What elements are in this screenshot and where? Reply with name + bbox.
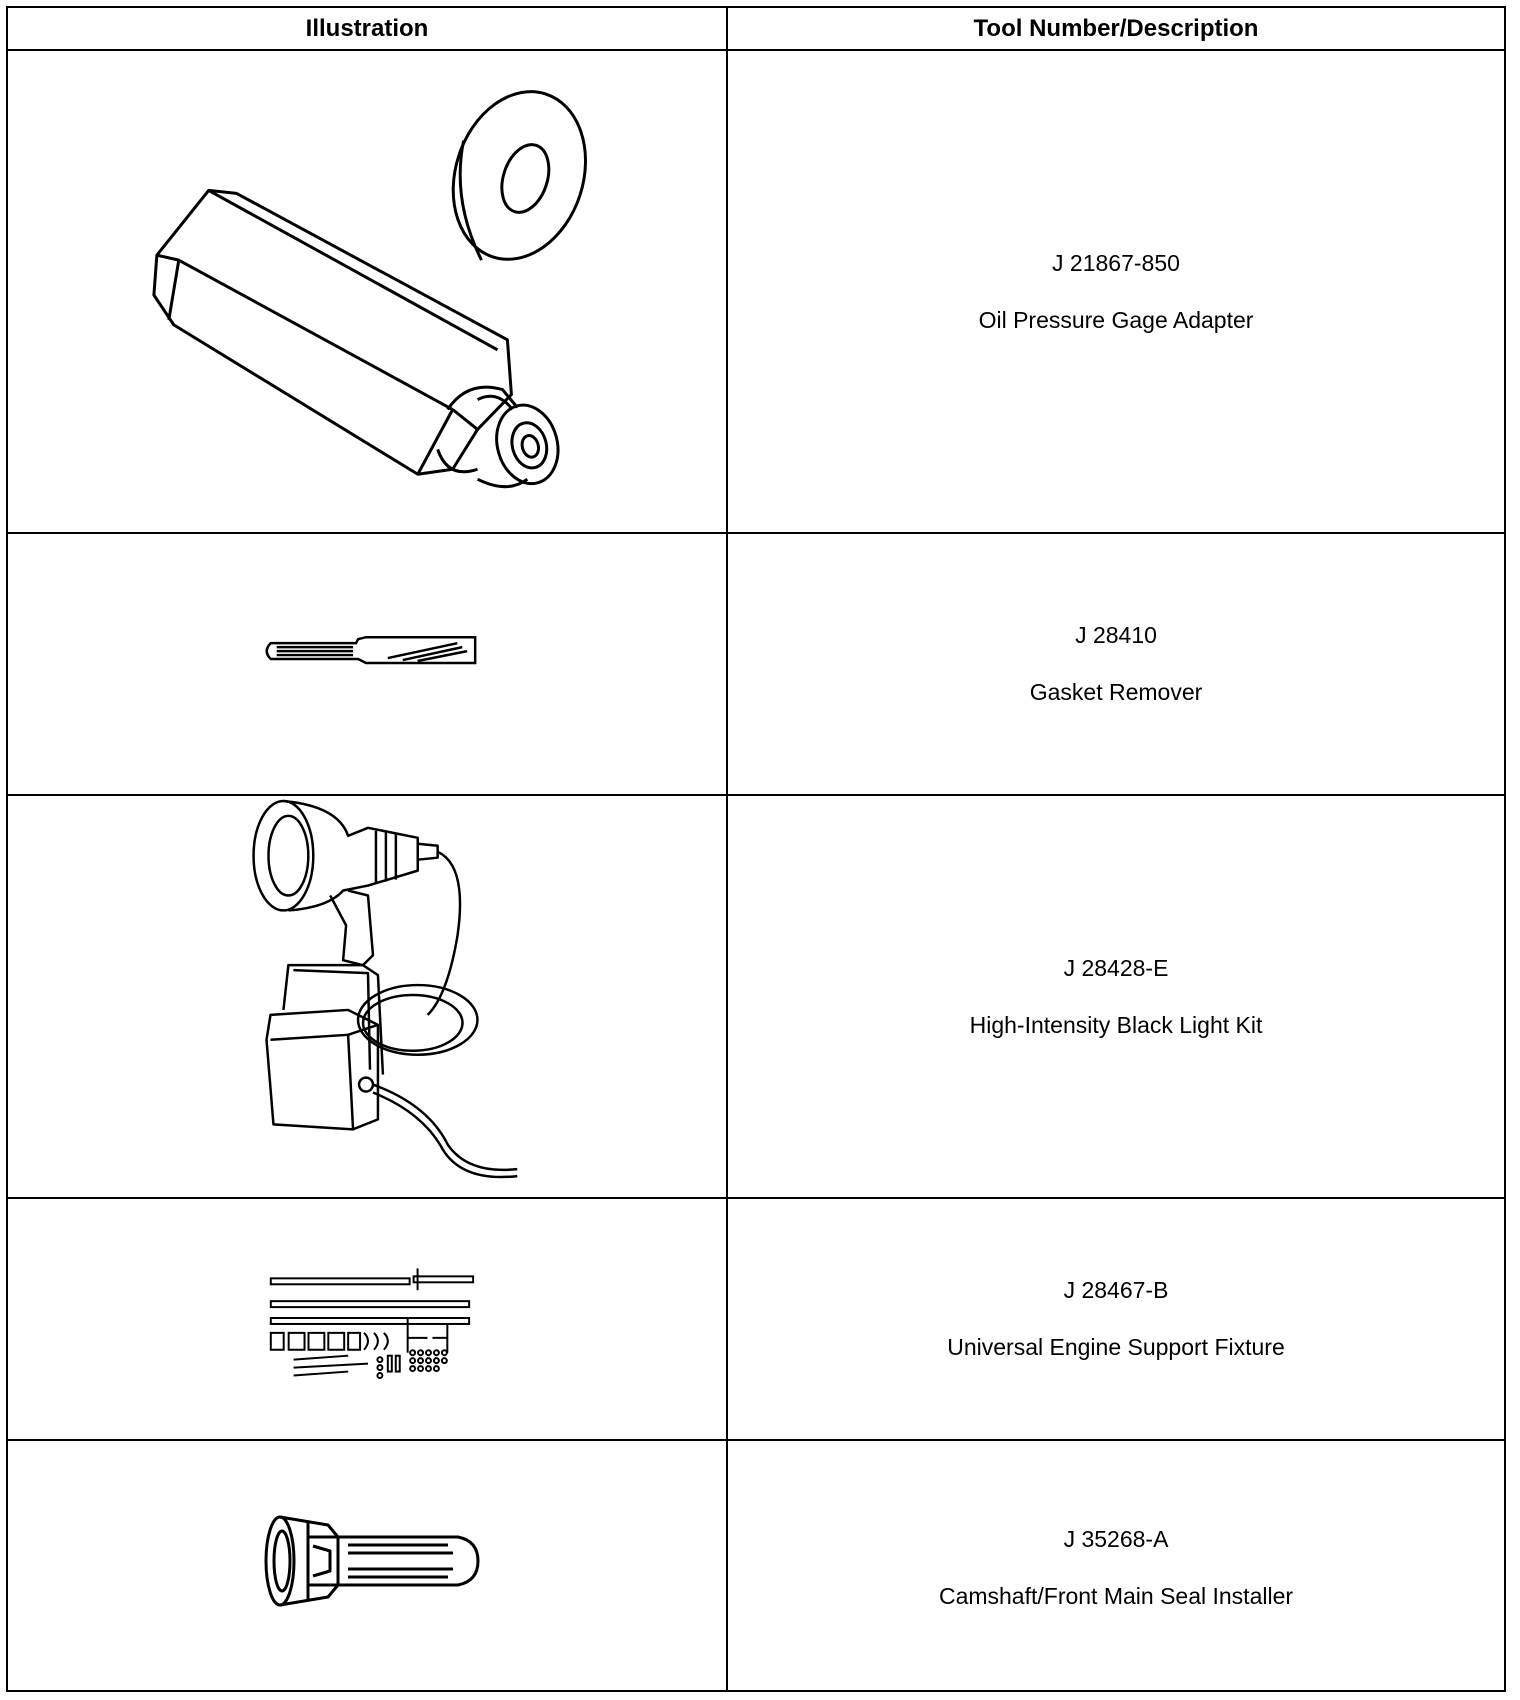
table-row xyxy=(8,796,1504,1199)
tool-number: J 28467-B xyxy=(1063,1277,1169,1303)
header-illustration: Illustration xyxy=(305,15,429,42)
seal-installer-drawing xyxy=(8,1441,726,1694)
gasket-remover-icon xyxy=(8,534,726,794)
table-row xyxy=(8,534,1504,796)
tool-number: J 28428-E xyxy=(1063,954,1169,981)
header-tool-description: Tool Number/Description xyxy=(973,15,1259,42)
table-header-row xyxy=(8,8,1504,51)
table-row xyxy=(8,51,1504,534)
gasket-remover-drawing xyxy=(8,534,726,794)
tool-number: J 28410 xyxy=(1075,622,1157,648)
oil-pressure-gage-adapter-icon xyxy=(8,51,726,532)
black-light-kit-icon xyxy=(8,796,726,1197)
oil-pressure-gage-adapter-drawing xyxy=(8,51,726,532)
tool-description: Oil Pressure Gage Adapter xyxy=(978,306,1254,333)
engine-support-fixture-drawing xyxy=(8,1199,726,1439)
tool-description: High-Intensity Black Light Kit xyxy=(969,1011,1263,1038)
tool-description: Gasket Remover xyxy=(1029,679,1203,705)
table-row xyxy=(8,1199,1504,1441)
tool-number: J 35268-A xyxy=(1063,1525,1169,1552)
tool-description: Camshaft/Front Main Seal Installer xyxy=(938,1582,1294,1609)
seal-installer-icon xyxy=(8,1441,726,1694)
tool-table xyxy=(6,6,1506,1692)
tool-number: J 21867-850 xyxy=(1052,249,1180,276)
tool-description: Universal Engine Support Fixture xyxy=(947,1334,1285,1360)
table-row xyxy=(8,1441,1504,1694)
black-light-kit-drawing xyxy=(8,796,726,1197)
engine-support-fixture-icon xyxy=(8,1199,726,1439)
